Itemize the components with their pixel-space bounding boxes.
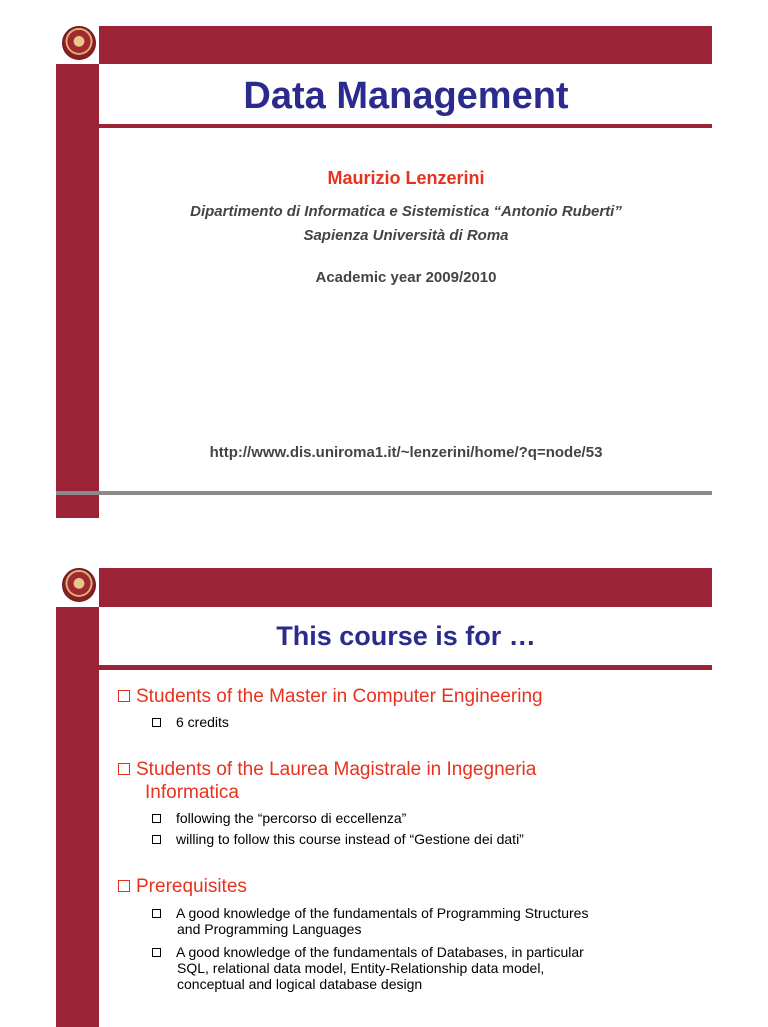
square-bullet-icon <box>118 880 130 892</box>
square-bullet-icon <box>152 948 161 957</box>
square-bullet-icon <box>118 763 130 775</box>
section-heading: Students of the Laurea Magistrale in Ingegneria Informatica <box>118 758 536 804</box>
list-item: A good knowledge of the fundamentals of Databases, in particular SQL, relational data model, Entity-Relationship data model, conceptual and logical database design <box>152 944 584 992</box>
list-item: willing to follow this course instead of “Gestione dei dati” <box>152 831 524 847</box>
list-item: A good knowledge of the fundamentals of Programming Structures and Programming Languages <box>152 905 588 937</box>
title-underline <box>99 124 712 128</box>
affiliation-line-1: Dipartimento di Informatica e Sistemistica “Antonio Ruberti” <box>190 203 622 220</box>
square-bullet-icon <box>152 718 161 727</box>
slide-title: Data Management <box>243 75 569 117</box>
square-bullet-icon <box>152 835 161 844</box>
section-heading: Prerequisites <box>118 875 247 898</box>
list-item: 6 credits <box>152 714 229 730</box>
list-item: following the “percorso di eccellenza” <box>152 810 406 826</box>
course-url[interactable]: http://www.dis.uniroma1.it/~lenzerini/home/?q=node/53 <box>209 444 603 461</box>
left-bar <box>56 64 99 518</box>
square-bullet-icon <box>152 814 161 823</box>
top-bar <box>99 26 712 64</box>
slide-title: This course is for … <box>276 621 536 651</box>
university-seal-icon <box>62 568 96 602</box>
square-bullet-icon <box>118 690 130 702</box>
slide-2 <box>0 545 768 1024</box>
left-bar <box>56 607 99 1027</box>
affiliation-line-2: Sapienza Università di Roma <box>303 227 509 244</box>
top-bar <box>99 568 712 607</box>
title-underline <box>99 665 712 670</box>
author-name: Maurizio Lenzerini <box>327 168 485 188</box>
academic-year: Academic year 2009/2010 <box>315 269 497 286</box>
university-seal-icon <box>62 26 96 60</box>
bottom-line <box>56 491 712 495</box>
section-heading: Students of the Master in Computer Engineering <box>118 685 543 708</box>
square-bullet-icon <box>152 909 161 918</box>
